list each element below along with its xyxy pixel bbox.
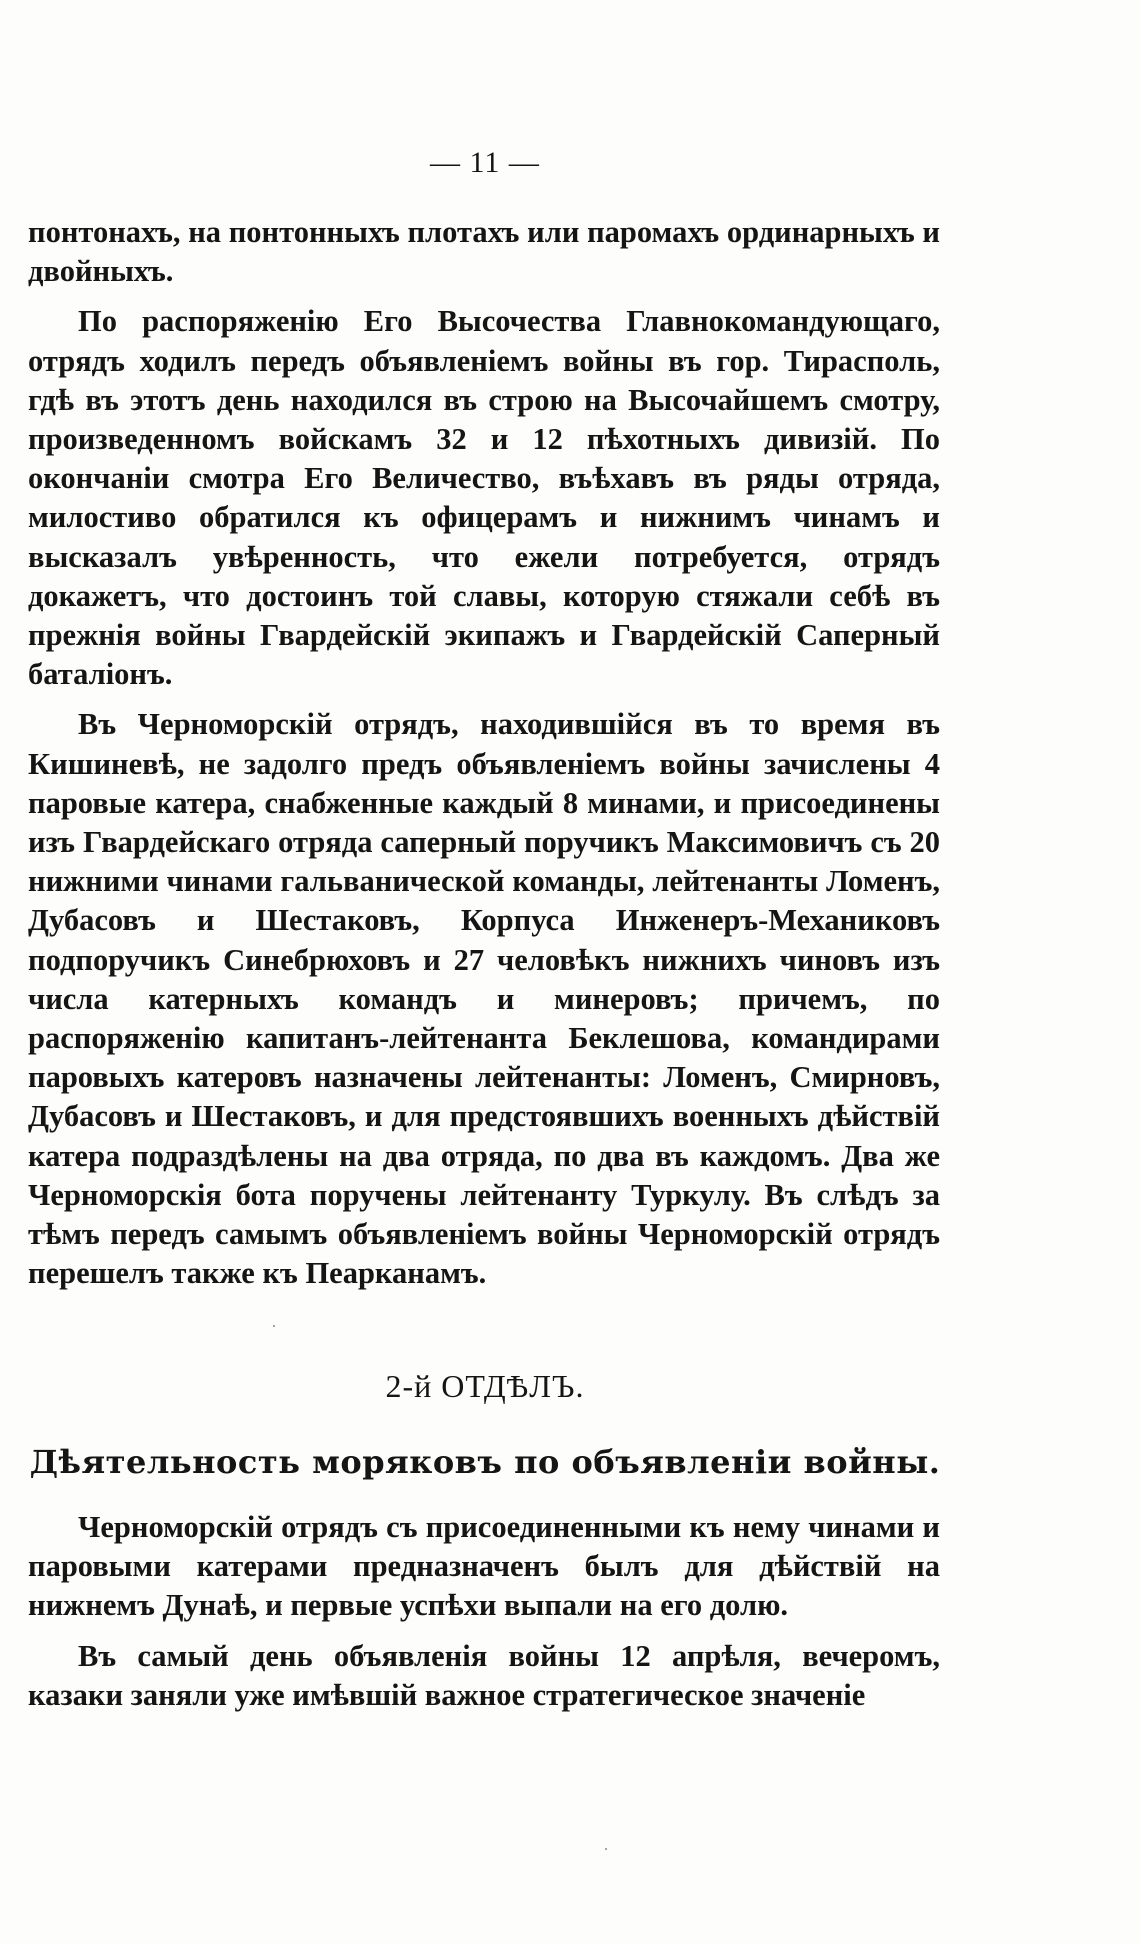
text-block-before-section — [28, 213, 940, 1293]
paragraph-3: Въ Черноморскiй отрядъ, находившiйся въ то время въ Кишиневѣ, не задолго предъ объявленiемъ войны зачислены 4 паровые катера, снабженные каждый 8 минами, и присоединены изъ Гвардейскаго отряда саперный поручикъ Максимовичъ съ 20 нижними чинами гальванической команды, лейтенанты Ломенъ, Дубасовъ и Шестаковъ, Корпуса Инженеръ-Механиковъ подпоручикъ Синебрюховъ и 27 человѣкъ нижнихъ чиновъ изъ числа катерныхъ командъ и минеровъ; причемъ, по распоряженiю капитанъ-лейтенанта Беклешова, командирами паровыхъ катеровъ назначены лейтенанты: Ломенъ, Смирновъ, Дубасовъ и Шестаковъ, и для предстоявшихъ военныхъ дѣйствiй катера подраздѣлены на два отряда, по два въ каждомъ. Два же Черноморскiя бота поручены лейтенанту Туркулу. Въ слѣдъ за тѣмъ передъ самымъ объявленiемъ войны Черноморскiй отрядъ перешелъ также къ Пеарканамъ. — [28, 707, 940, 1291]
paragraph-2: По распоряженiю Его Высочества Главнокомандующаго, отрядъ ходилъ передъ объявленiемъ войны въ гор. Тирасполь, гдѣ въ этотъ день находился въ строю на Высочайшемъ смотру, произведенномъ войскамъ 32 и 12 пѣхотныхъ дивизiй. По окончанiи смотра Его Величество, въѣхавъ въ ряды отряда, милостиво обратился къ офицерамъ и нижнимъ чинамъ и высказалъ увѣренность, что ежели потребуется, отрядъ докажетъ, что достоинъ той славы, которую стяжали себѣ въ прежнiя войны Гвардейскiй экипажъ и Гвардейскiй Саперный баталiонъ. — [28, 304, 940, 692]
print-speck — [273, 1325, 275, 1327]
print-speck — [605, 1848, 607, 1850]
text-block-after-section — [28, 1508, 940, 1715]
paragraph-5: Въ самый день объявленiя войны 12 апрѣля, вечеромъ, казаки заняли уже имѣвшiй важное стратегическое значенiе — [28, 1638, 940, 1712]
paragraph-4: Черноморскiй отрядъ съ присоединенными къ нему чинами и паровыми катерами предназначенъ былъ для дѣйствiй на нижнемъ Дунаѣ, и первые успѣхи выпали на его долю. — [28, 1510, 940, 1623]
paragraph-1: понтонахъ, на понтонныхъ плотахъ или паромахъ ординарныхъ и двойныхъ. — [28, 215, 940, 289]
section-number: 2-й ОТДѢЛЪ. — [385, 1368, 585, 1404]
section-title: Дѣятельность моряковъ по объявленiи войны. — [29, 1443, 941, 1481]
page-number: — 11 — — [430, 146, 540, 179]
